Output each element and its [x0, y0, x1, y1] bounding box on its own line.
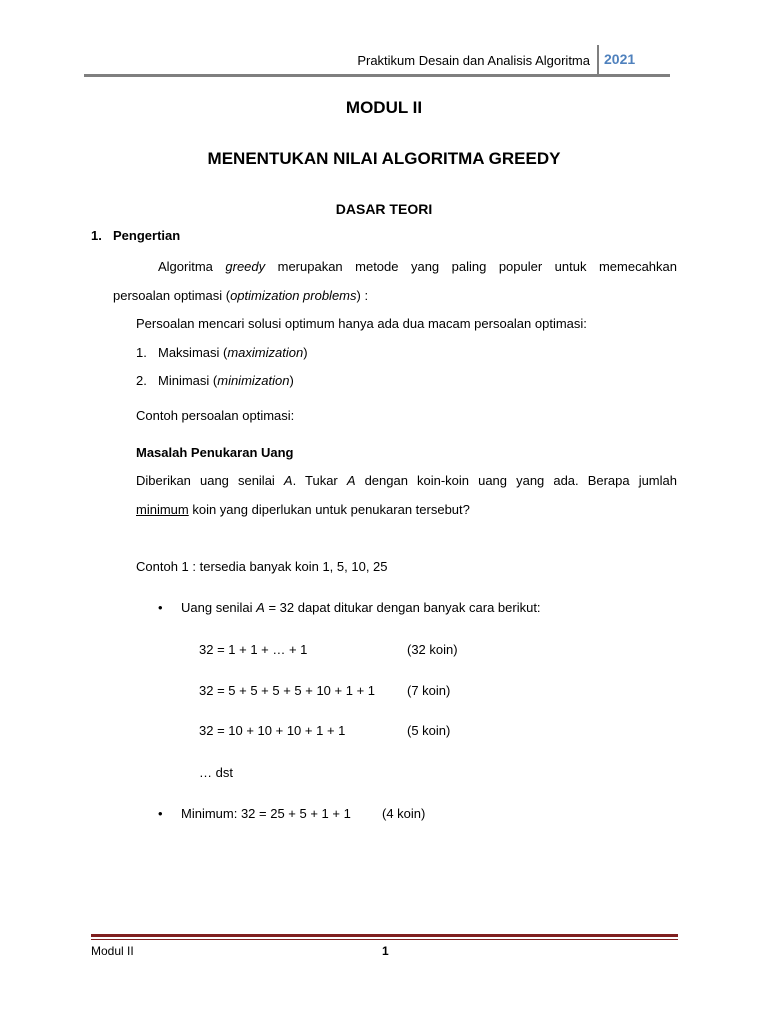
header-course-title: Praktikum Desain dan Analisis Algoritma	[357, 53, 590, 68]
problem-var-a-1: A	[283, 473, 293, 488]
bullet-1-text	[181, 600, 541, 615]
intro-term-greedy: greedy	[225, 259, 266, 274]
bullet-2-marker: •	[158, 806, 163, 821]
way-3-expr: 32 = 10 + 10 + 10 + 1 + 1	[199, 723, 346, 738]
section-title: DASAR TEORI	[335, 201, 433, 217]
way-2-count: (7 koin)	[407, 683, 451, 698]
intro-line-2	[113, 288, 368, 303]
type-1-pre: Maksimasi (	[158, 345, 228, 360]
bullet-2-text: Minimum: 32 = 25 + 5 + 1 + 1	[181, 806, 351, 821]
way-3-count: (5 koin)	[407, 723, 451, 738]
footer-label: Modul II	[91, 944, 134, 958]
problem-text-c: dengan koin-koin uang yang ada. Berapa jumlah	[355, 473, 677, 488]
way-2-expr: 32 = 5 + 5 + 5 + 5 + 10 + 1 + 1	[199, 683, 376, 698]
intro-text-d: ) :	[356, 288, 369, 303]
type-2-post: )	[289, 373, 294, 388]
problem-title: Masalah Penukaran Uang	[136, 445, 294, 460]
type-1-post: )	[303, 345, 308, 360]
way-1-count: (32 koin)	[407, 642, 458, 657]
type-2-pre: Minimasi (	[158, 373, 218, 388]
bullet-1-post: = 32 dapat ditukar dengan banyak cara berikut:	[264, 600, 541, 615]
header-year: 2021	[604, 51, 636, 67]
footer-rule-thin	[91, 939, 678, 940]
problem-text-b: . Tukar	[292, 473, 347, 488]
intro-text-c: persoalan optimasi (	[113, 288, 231, 303]
problem-var-a-2: A	[346, 473, 356, 488]
bullet-1-pre: Uang senilai	[181, 600, 257, 615]
example-1: Contoh 1 : tersedia banyak koin 1, 5, 10, 25	[136, 559, 388, 574]
intro-text-a: Algoritma	[158, 259, 226, 274]
intro-line-1	[158, 259, 677, 274]
problem-line-1	[136, 473, 677, 488]
etc: … dst	[199, 765, 233, 780]
intro-term-optimization: optimization problems	[230, 288, 357, 303]
type-item-2	[158, 373, 294, 388]
problem-text-d: koin yang diperlukan untuk penukaran tersebut?	[188, 502, 470, 517]
type-number-2: 2.	[136, 373, 147, 388]
bullet-2-count: (4 koin)	[382, 806, 426, 821]
module-title: MODUL II	[345, 98, 423, 117]
type-1-term: maximization	[227, 345, 304, 360]
header-rule	[84, 74, 670, 77]
intro-text-b: merupakan metode yang paling populer untuk memecahkan	[265, 259, 677, 274]
types-intro: Persoalan mencari solusi optimum hanya ada dua macam persoalan optimasi:	[136, 316, 587, 331]
problem-line-2	[136, 502, 470, 517]
header-divider	[597, 45, 599, 75]
section-number: 1.	[91, 228, 102, 243]
example-label: Contoh persoalan optimasi:	[136, 408, 295, 423]
bullet-1-var-a: A	[256, 600, 265, 615]
way-1-expr: 32 = 1 + 1 + … + 1	[199, 642, 308, 657]
type-number-1: 1.	[136, 345, 147, 360]
problem-text-a: Diberikan uang senilai	[136, 473, 284, 488]
bullet-1-marker: •	[158, 600, 163, 615]
page-number: 1	[382, 944, 389, 958]
section-heading: Pengertian	[113, 228, 181, 243]
footer-rule-thick	[91, 934, 678, 937]
topic-title: MENENTUKAN NILAI ALGORITMA GREEDY	[207, 149, 561, 168]
problem-minimum: minimum	[136, 502, 189, 517]
type-2-term: minimization	[217, 373, 290, 388]
type-item-1	[158, 345, 308, 360]
